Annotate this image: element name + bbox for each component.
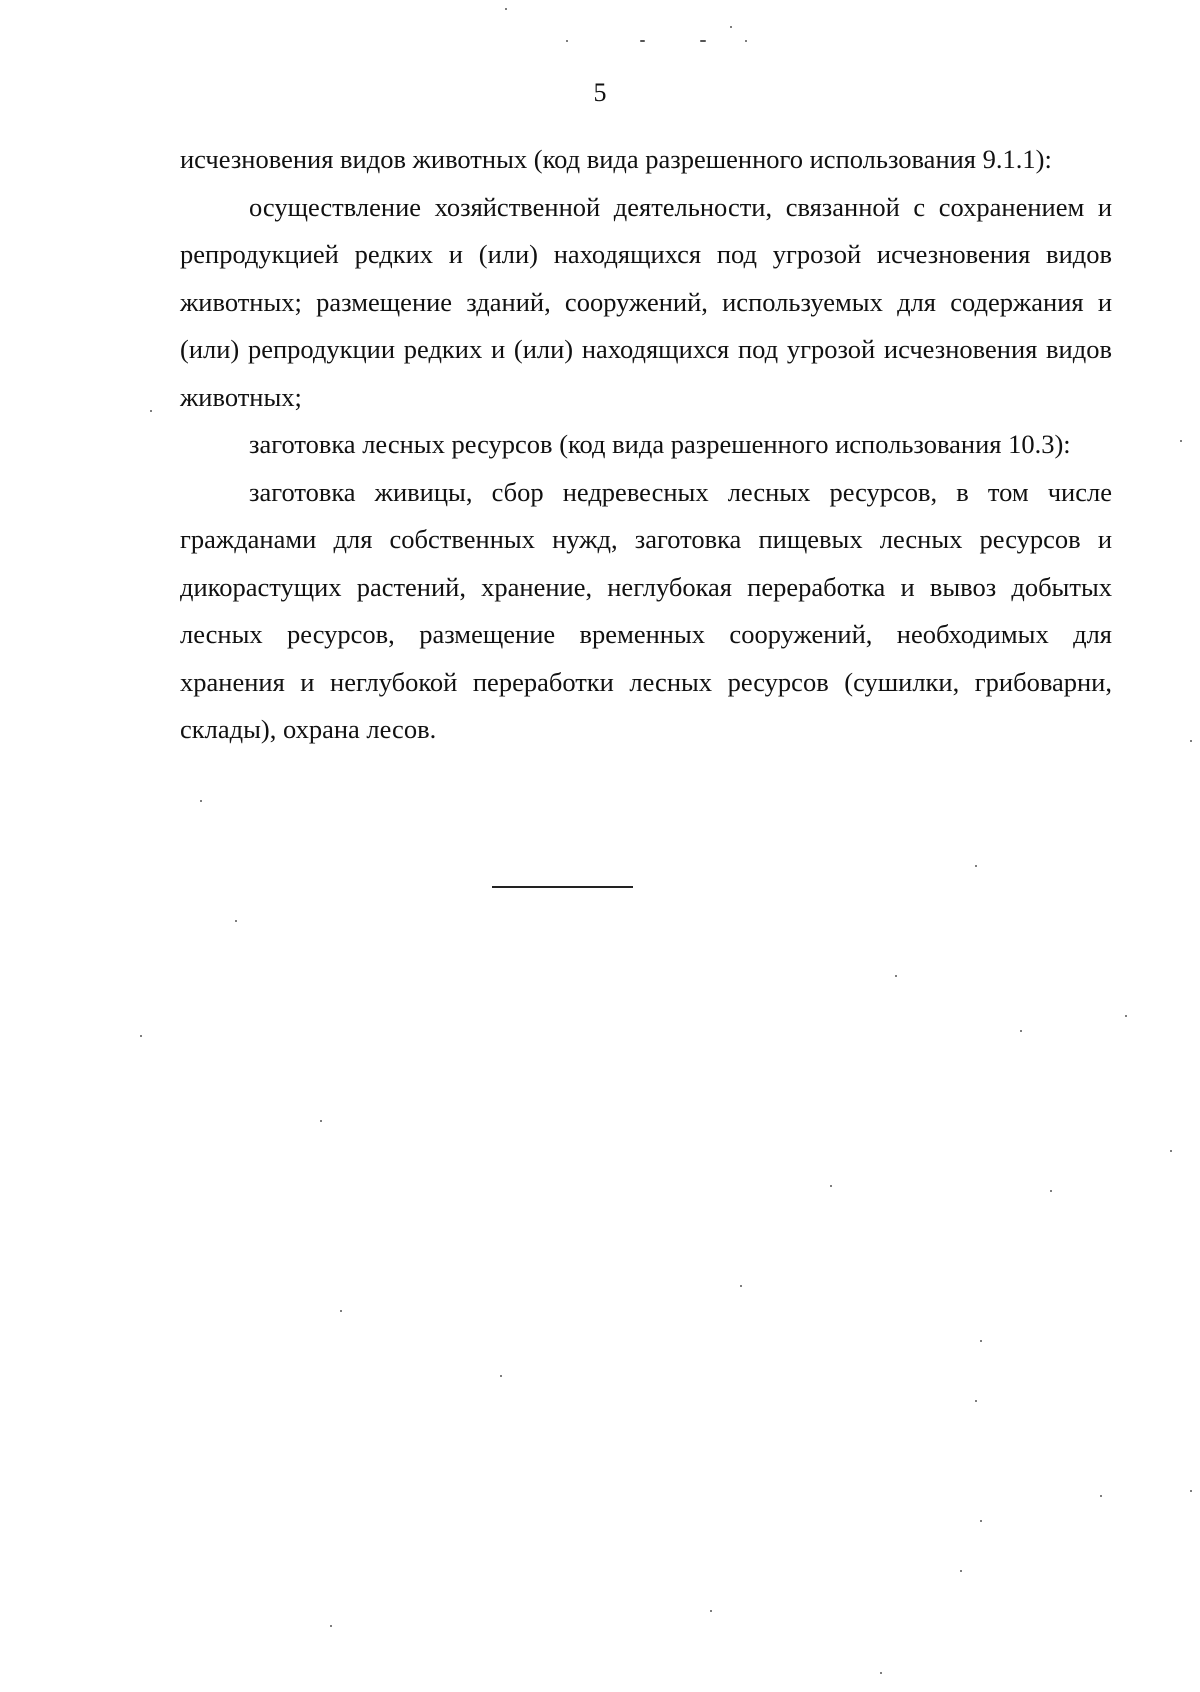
scan-speck [730, 26, 732, 28]
page-number: 5 [593, 78, 607, 107]
paragraph-continuation: исчезновения видов животных (код вида разрешенного использования 9.1.1): [180, 144, 1052, 174]
document-body [180, 136, 1112, 754]
scan-speck [980, 1520, 982, 1522]
paragraph-animal-breeding: осуществление хозяйственной деятельности, связанной с сохранением и репродукцией редких и (или) находящихся под угрозой исчезновения видов животных; размещение зданий, сооружений, используемых для содержания и (или) репродукции редких и (или) находящихся под угрозой исчезновения видов животных; [180, 191, 1112, 412]
scan-speck [960, 1570, 962, 1572]
scan-speck [320, 1120, 322, 1122]
scan-speck [1100, 1495, 1102, 1497]
scan-speck [150, 410, 152, 412]
scan-speck [235, 920, 237, 922]
end-of-text-rule [492, 886, 633, 888]
scan-speck [895, 975, 897, 977]
paragraph-forest-heading: заготовка лесных ресурсов (код вида разрешенного использования 10.3): [249, 429, 1071, 459]
scan-speck [505, 8, 507, 10]
scan-speck [1190, 1490, 1192, 1492]
scan-speck [340, 1310, 342, 1312]
scan-speck [566, 40, 568, 42]
scan-speck [1170, 1150, 1172, 1152]
scan-speck [1020, 1030, 1022, 1032]
scan-speck [710, 1610, 712, 1612]
scan-speck [880, 1672, 882, 1674]
scan-speck [1180, 440, 1182, 442]
scan-speck [640, 40, 645, 42]
scan-speck [980, 1340, 982, 1342]
scan-speck [500, 1375, 502, 1377]
scan-speck [745, 40, 747, 42]
scan-speck [975, 1400, 977, 1402]
scan-speck [975, 865, 977, 867]
paragraph-forest-resources: заготовка живицы, сбор недревесных лесных ресурсов, в том числе гражданами для собственных нужд, заготовка пищевых лесных ресурсов и дикорастущих растений, хранение, неглубокая переработка и вывоз добытых лесных ресурсов, размещение временных сооружений, необходимых для хранения и неглубокой переработки лесных ресурсов (сушилки, грибоварни, склады), охрана лесов. [180, 476, 1112, 744]
scan-speck [740, 1285, 742, 1287]
scan-speck [140, 1035, 142, 1037]
scan-speck [200, 800, 202, 802]
scan-speck [1050, 1190, 1052, 1192]
scan-speck [700, 40, 706, 42]
scan-speck [830, 1185, 832, 1187]
scan-speck [1125, 1015, 1127, 1017]
scan-speck [1190, 740, 1192, 742]
scan-speck [330, 1625, 332, 1627]
